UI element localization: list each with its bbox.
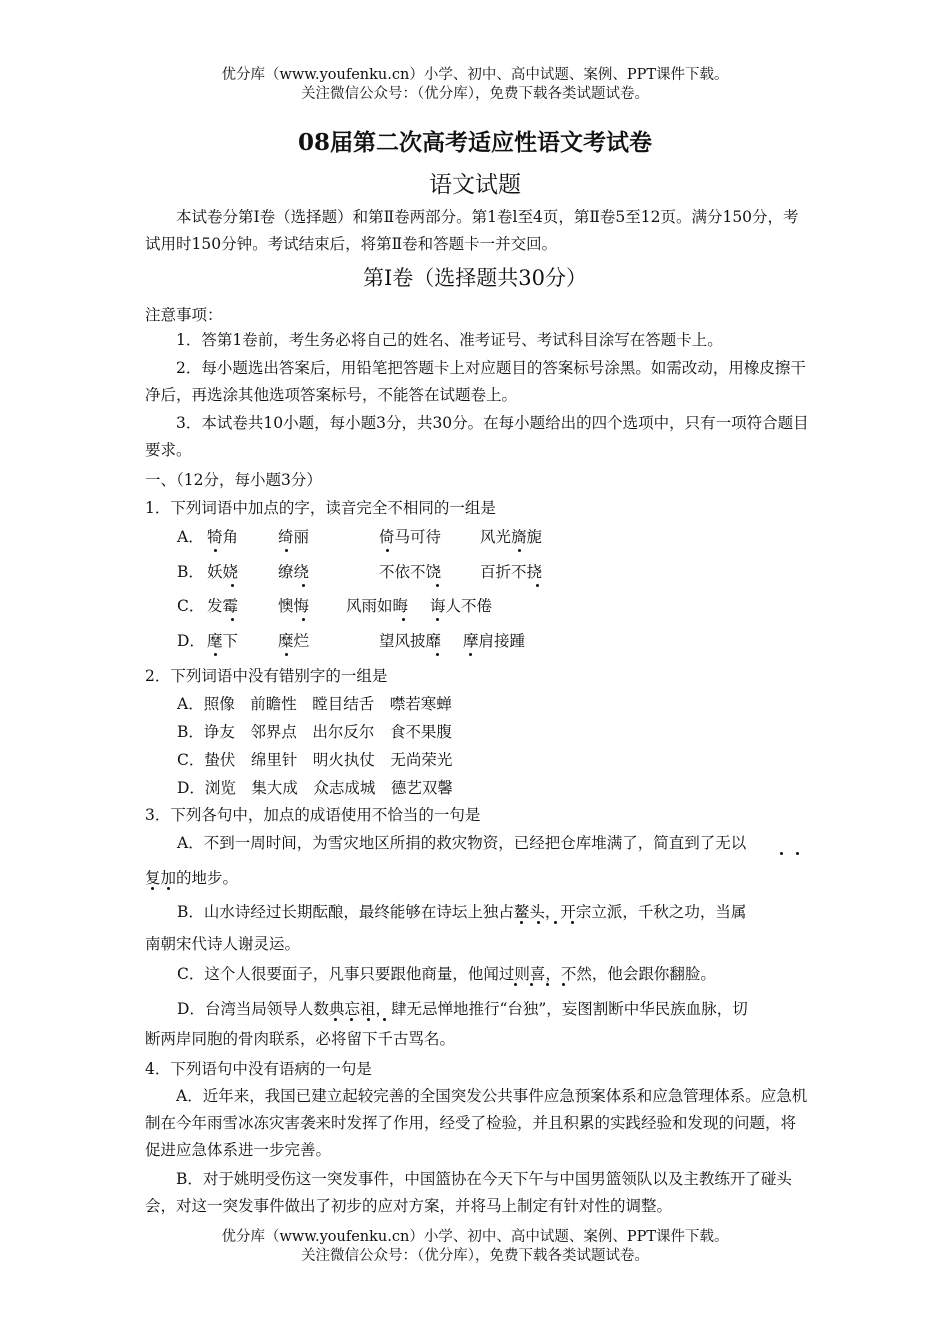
option-word: 不依不饶 <box>379 563 442 581</box>
q3-d-text: D．台湾当局领导人 <box>177 1000 314 1018</box>
emphasis-dot <box>514 983 517 986</box>
emphasis-dot <box>436 584 439 587</box>
option-word: 绮丽 <box>278 528 310 546</box>
option-word: 妖娆 <box>207 563 239 581</box>
emphasis-dot <box>302 584 305 587</box>
emphasis-dot <box>334 1018 337 1021</box>
emphasis-dot <box>302 618 305 621</box>
emphasis-dot <box>285 549 288 552</box>
q3-c-text: C．这个人很要面子，凡事只要跟他商量，他 <box>177 965 484 983</box>
emphasis-dot <box>386 549 389 552</box>
option-word: 麾下 <box>207 632 239 650</box>
emphasis-dot <box>554 921 557 924</box>
option-label: D． <box>177 632 205 650</box>
emphasis-dot <box>214 653 217 656</box>
q3-c-text-end: ，不然，他会跟你翻脸。 <box>545 965 716 983</box>
q2-option-b: B．诤友 邻界点 出尔反尔 食不果腹 <box>177 723 452 741</box>
option-word: 糜烂 <box>278 632 310 650</box>
option-word: 百折不挠 <box>480 563 543 581</box>
emphasis-dot <box>167 887 170 890</box>
q4-stem: 4．下列语句中没有语病的一句是 <box>145 1060 372 1078</box>
emphasis-dot <box>231 618 234 621</box>
option-word: 懊悔 <box>278 597 310 615</box>
option-label: C． <box>177 597 205 615</box>
q3-b-text-end: ，开宗立派，千秋之功，当属 <box>544 903 747 921</box>
emphasis-dot <box>520 921 523 924</box>
emphasis-dot <box>518 549 521 552</box>
q3-a-idiom-part1: 无以 <box>715 834 747 852</box>
header-line-2: 关注微信公众号：（优分库），免费下载各类试题试卷。 <box>301 86 649 102</box>
intro-paragraph: 本试卷分第Ⅰ卷（选择题）和第Ⅱ卷两部分。第1卷l至4页，第Ⅱ卷5至12页。满分150分，考试用时150分钟。考试结束后，将第Ⅱ卷和答题卡一并交回。 <box>145 208 799 253</box>
q3-a-text: A．不到一周时间，为雪灾地区所捐的救灾物资，已经把仓库堆满了，简直到了 <box>177 834 716 852</box>
emphasis-dot <box>285 653 288 656</box>
q3-c-idiom: 闻过则喜 <box>483 965 546 983</box>
notice-3: 3．本试卷共10小题，每小题3分，共30分。在每小题给出的四个选项中，只有一项符合题目要求。 <box>145 414 809 459</box>
option-word: 发霉 <box>207 597 239 615</box>
q3-option-d-line1 <box>177 997 748 1019</box>
q3-a-idiom-part2: 复加 <box>145 869 177 887</box>
emphasis-dot <box>383 1018 386 1021</box>
emphasis-dot <box>536 584 539 587</box>
emphasis-dot <box>537 921 540 924</box>
emphasis-dot <box>571 921 574 924</box>
q2-option-a: A．照像 前瞻性 瞠目结舌 噤若寒蝉 <box>177 695 452 713</box>
emphasis-dot <box>436 618 439 621</box>
q2-stem: 2．下列词语中没有错别字的一组是 <box>145 667 388 685</box>
option-word: 倚马可待 <box>379 528 442 546</box>
q4-option-a: A．近年来，我国已建立起较完善的全国突发公共事件应急预案体系和应急管理体系。应急机制在今年雨雪冰冻灾害袭来时发挥了作用，经受了检验，并且积累的实践经验和发现的问题，将促进应急体系进一步完善。 <box>145 1087 808 1159</box>
q3-option-d-line2: 断两岸同胞的骨肉联系，必将留下千古骂名。 <box>145 1030 456 1048</box>
q2-option-c: C．蛰伏 绵里针 明火执仗 无尚荣光 <box>177 751 453 769</box>
page-header <box>0 66 950 104</box>
q3-option-a-line1 <box>177 831 746 853</box>
option-word: 诲人不倦 <box>430 597 493 615</box>
option-word: 望风披靡 <box>379 632 442 650</box>
emphasis-dot <box>367 1018 370 1021</box>
option-word: 缭绕 <box>278 563 310 581</box>
emphasis-dot <box>151 887 154 890</box>
option-label: B． <box>177 563 204 581</box>
emphasis-dot <box>562 983 565 986</box>
q3-d-idiom: 数典忘祖 <box>313 1000 376 1018</box>
emphasis-dot <box>469 653 472 656</box>
option-word: 风雨如晦 <box>346 597 409 615</box>
exam-subtitle: 语文试题 <box>429 172 521 198</box>
q3-option-b-line2: 南朝宋代诗人谢灵运。 <box>145 935 301 953</box>
notice-2: 2．每小题选出答案后，用铅笔把答题卡上对应题目的答案标号涂黑。如需改动，用橡皮擦干净后，再选涂其他选项答案标号，不能答在试题卷上。 <box>145 359 806 404</box>
q3-b-idiom: 独占鳌头 <box>482 903 545 921</box>
emphasis-dot <box>796 852 799 855</box>
emphasis-dot <box>780 852 783 855</box>
q3-option-b-line1 <box>177 900 746 922</box>
page-footer <box>0 1228 950 1266</box>
q3-b-text: B．山水诗经过长期酝酿，最终能够在诗坛上 <box>177 903 483 921</box>
emphasis-dot <box>436 653 439 656</box>
emphasis-dot <box>231 584 234 587</box>
notice-label: 注意事项： <box>145 306 223 324</box>
notice-1: 1．答第1卷前，考生务必将自己的姓名、准考证号、考试科目涂写在答题卡上。 <box>176 331 723 349</box>
q1-stem: 1．下列词语中加点的字，读音完全不相同的一组是 <box>145 499 496 517</box>
q3-option-a-line2 <box>145 866 238 888</box>
option-word: 摩肩接踵 <box>463 632 526 650</box>
exam-title: 08届第二次高考适应性语文考试卷 <box>297 129 652 156</box>
part-1-heading: 一、（12分，每小题3分） <box>145 471 322 489</box>
header-line-1: 优分库（www.youfenku.cn）小学、初中、高中试题、案例、PPT课件下载。 <box>221 67 729 83</box>
q2-option-d: D．浏览 集大成 众志成城 德艺双馨 <box>177 779 453 797</box>
q3-a-text-end: 的地步。 <box>176 869 239 887</box>
q3-stem: 3．下列各句中，加点的成语使用不恰当的一句是 <box>145 806 481 824</box>
q4-option-b: B．对于姚明受伤这一突发事件，中国篮协在今天下午与中国男篮领队以及主教练开了碰头会，对这一突发事件做出了初步的应对方案，并将马上制定有针对性的调整。 <box>145 1170 792 1215</box>
emphasis-dot <box>214 549 217 552</box>
q3-option-c <box>177 962 716 984</box>
option-label: A． <box>177 528 204 546</box>
section-1-title: 第Ⅰ卷（选择题共30分） <box>362 266 588 290</box>
q3-d-text-end: ，肆无忌惮地推行“台独”，妄图割断中华民族血脉，切 <box>375 1000 748 1018</box>
option-word: 风光旖旎 <box>480 528 543 546</box>
emphasis-dot <box>350 1018 353 1021</box>
emphasis-dot <box>546 983 549 986</box>
emphasis-dot <box>402 618 405 621</box>
option-word: 犄角 <box>207 528 239 546</box>
footer-line-2: 关注微信公众号：（优分库），免费下载各类试题试卷。 <box>301 1248 649 1264</box>
emphasis-dot <box>530 983 533 986</box>
footer-line-1: 优分库（www.youfenku.cn）小学、初中、高中试题、案例、PPT课件下载。 <box>221 1229 729 1245</box>
